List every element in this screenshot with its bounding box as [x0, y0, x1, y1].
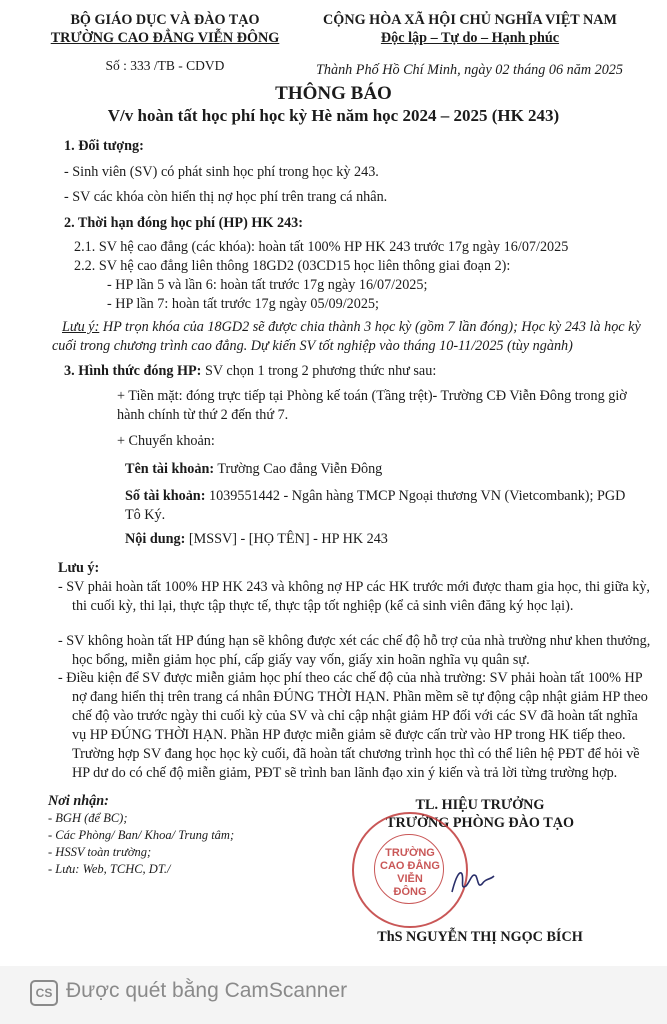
signature-on-behalf: TL. HIỆU TRƯỞNG — [415, 797, 545, 813]
transfer-content: Nội dung: [MSSV] - [HỌ TÊN] - HP HK 243 — [125, 531, 388, 547]
section3-heading: 3. Hình thức đóng HP: SV chọn 1 trong 2 phương thức như sau: — [64, 363, 437, 379]
document-number: Số : 333 /TB - CDVD — [105, 58, 225, 73]
section1-heading: 1. Đối tượng: — [64, 138, 144, 154]
note-item: - Điều kiện để SV được miễn giảm học phí theo các chế độ của nhà trường: SV phải hoàn tất 100% HP nợ đang hiển thị trên trang cá nhân ĐÚNG THỜI HẠN. Phần mềm sẽ tự động cập nhật giảm HP theo chế độ vào trước ngày thi cuối kỳ của SV và chỉ cập nhật giảm HP đối với các SV đã hoàn tất nghĩa vụ HP ĐÚNG THỜI HẠN. Phần HP được miễn giảm sẽ được cấn trừ vào HP trong HK tiếp theo. Trường hợp SV đang học học kỳ cuối, đã hoàn tất chương trình học thì có thể liên hệ PĐT để hỏi về HP dư do có chế độ miễn giảm, PĐT sẽ trình ban lãnh đạo xin ý kiến và trả lời từng trường hợp. — [58, 670, 648, 781]
account-number: Số tài khoản: 1039551442 - Ngân hàng TMCP Ngoại thương VN (Vietcombank); PGD Tô Ký. — [125, 488, 626, 523]
camscanner-caption: Được quét bằng CamScanner — [66, 979, 348, 1002]
section2-heading: 2. Thời hạn đóng học phí (HP) HK 243: — [64, 215, 303, 231]
section2-item-2-2: 2.2. SV hệ cao đẳng liên thông 18GD2 (03CD15 học liên thông giai đoạn 2): — [74, 258, 511, 274]
document-title: THÔNG BÁO — [275, 83, 392, 104]
recipients-heading: Nơi nhận: — [48, 793, 109, 809]
account-name: Tên tài khoản: Trường Cao đẳng Viễn Đông — [125, 461, 383, 477]
note-label: Lưu ý: — [62, 319, 100, 335]
note-text: HP trọn khóa của 18GD2 sẽ được chia thành 3 học kỳ (gồm 7 lần đóng); Học kỳ 243 là học kỳ cuối trong chương trình cao đẳng. Dự kiến SV tốt nghiệp vào tháng 10-11/2025 (tùy ngành) — [52, 319, 641, 354]
nation-name: CỘNG HÒA XÃ HỘI CHỦ NGHĨA VIỆT NAM — [323, 12, 617, 28]
handwritten-signature — [448, 866, 498, 896]
stamp-text: TRƯỜNG CAO ĐẲNG VIỄN ĐÔNG — [380, 847, 440, 898]
school-name: TRƯỜNG CAO ĐẲNG VIỄN ĐÔNG — [50, 30, 280, 46]
section2-subitem: - HP lần 7: hoàn tất trước 17g ngày 05/09/2025; — [107, 296, 379, 312]
payment-cash: + Tiền mặt: đóng trực tiếp tại Phòng kế toán (Tầng trệt)- Trường CĐ Viễn Đông trong giờ hành chính từ thứ 2 đến thứ 7. — [117, 388, 627, 423]
section1-item: - Sinh viên (SV) có phát sinh học phí trong học kỳ 243. — [64, 164, 379, 180]
scanner-footer — [0, 966, 667, 1024]
recipient-item: - Các Phòng/ Ban/ Khoa/ Trung tâm; — [48, 828, 235, 842]
ministry-name: BỘ GIÁO DỤC VÀ ĐÀO TẠO — [70, 12, 260, 28]
recipient-item: - BGH (để BC); — [48, 811, 128, 825]
camscanner-logo-icon: CS — [30, 980, 58, 1006]
section2-item-2-1: 2.1. SV hệ cao đẳng (các khóa): hoàn tất 100% HP HK 243 trước 17g ngày 16/07/2025 — [74, 239, 569, 255]
document-subject: V/v hoàn tất học phí học kỳ Hè năm học 2024 – 2025 (HK 243) — [107, 106, 560, 125]
national-motto: Độc lập – Tự do – Hạnh phúc — [380, 30, 560, 46]
notes-heading: Lưu ý: — [58, 560, 100, 576]
signer-name: ThS NGUYỄN THỊ NGỌC BÍCH — [377, 929, 583, 945]
note-item: - SV không hoàn tất HP đúng hạn sẽ không được xét các chế độ hỗ trợ của nhà trường như khen thưởng, học bổng, miễn giảm học phí, cấp giấy vay vốn, giấy xin hoãn nghĩa vụ quân sự. — [58, 633, 651, 668]
signature-position: TRƯỞNG PHÒNG ĐÀO TẠO — [386, 815, 574, 831]
section2-subitem: - HP lần 5 và lần 6: hoàn tất trước 17g ngày 16/07/2025; — [107, 277, 428, 293]
recipient-item: - Lưu: Web, TCHC, DT./ — [48, 862, 171, 876]
recipient-item: - HSSV toàn trường; — [48, 845, 152, 859]
section2-note — [52, 318, 652, 356]
note-item: - SV phải hoàn tất 100% HP HK 243 và không nợ HP các HK trước mới được tham gia học, thi giữa kỳ, thi cuối kỳ, thi lại, thực tập thực tế, thực tập tốt nghiệp (kể cả sinh viên đăng ký học lại). — [58, 579, 650, 614]
section1-item: - SV các khóa còn hiển thị nợ học phí trên trang cá nhân. — [64, 189, 388, 205]
payment-transfer: + Chuyển khoản: — [117, 433, 215, 449]
place-and-date: Thành Phố Hồ Chí Minh, ngày 02 tháng 06 năm 2025 — [316, 62, 623, 78]
